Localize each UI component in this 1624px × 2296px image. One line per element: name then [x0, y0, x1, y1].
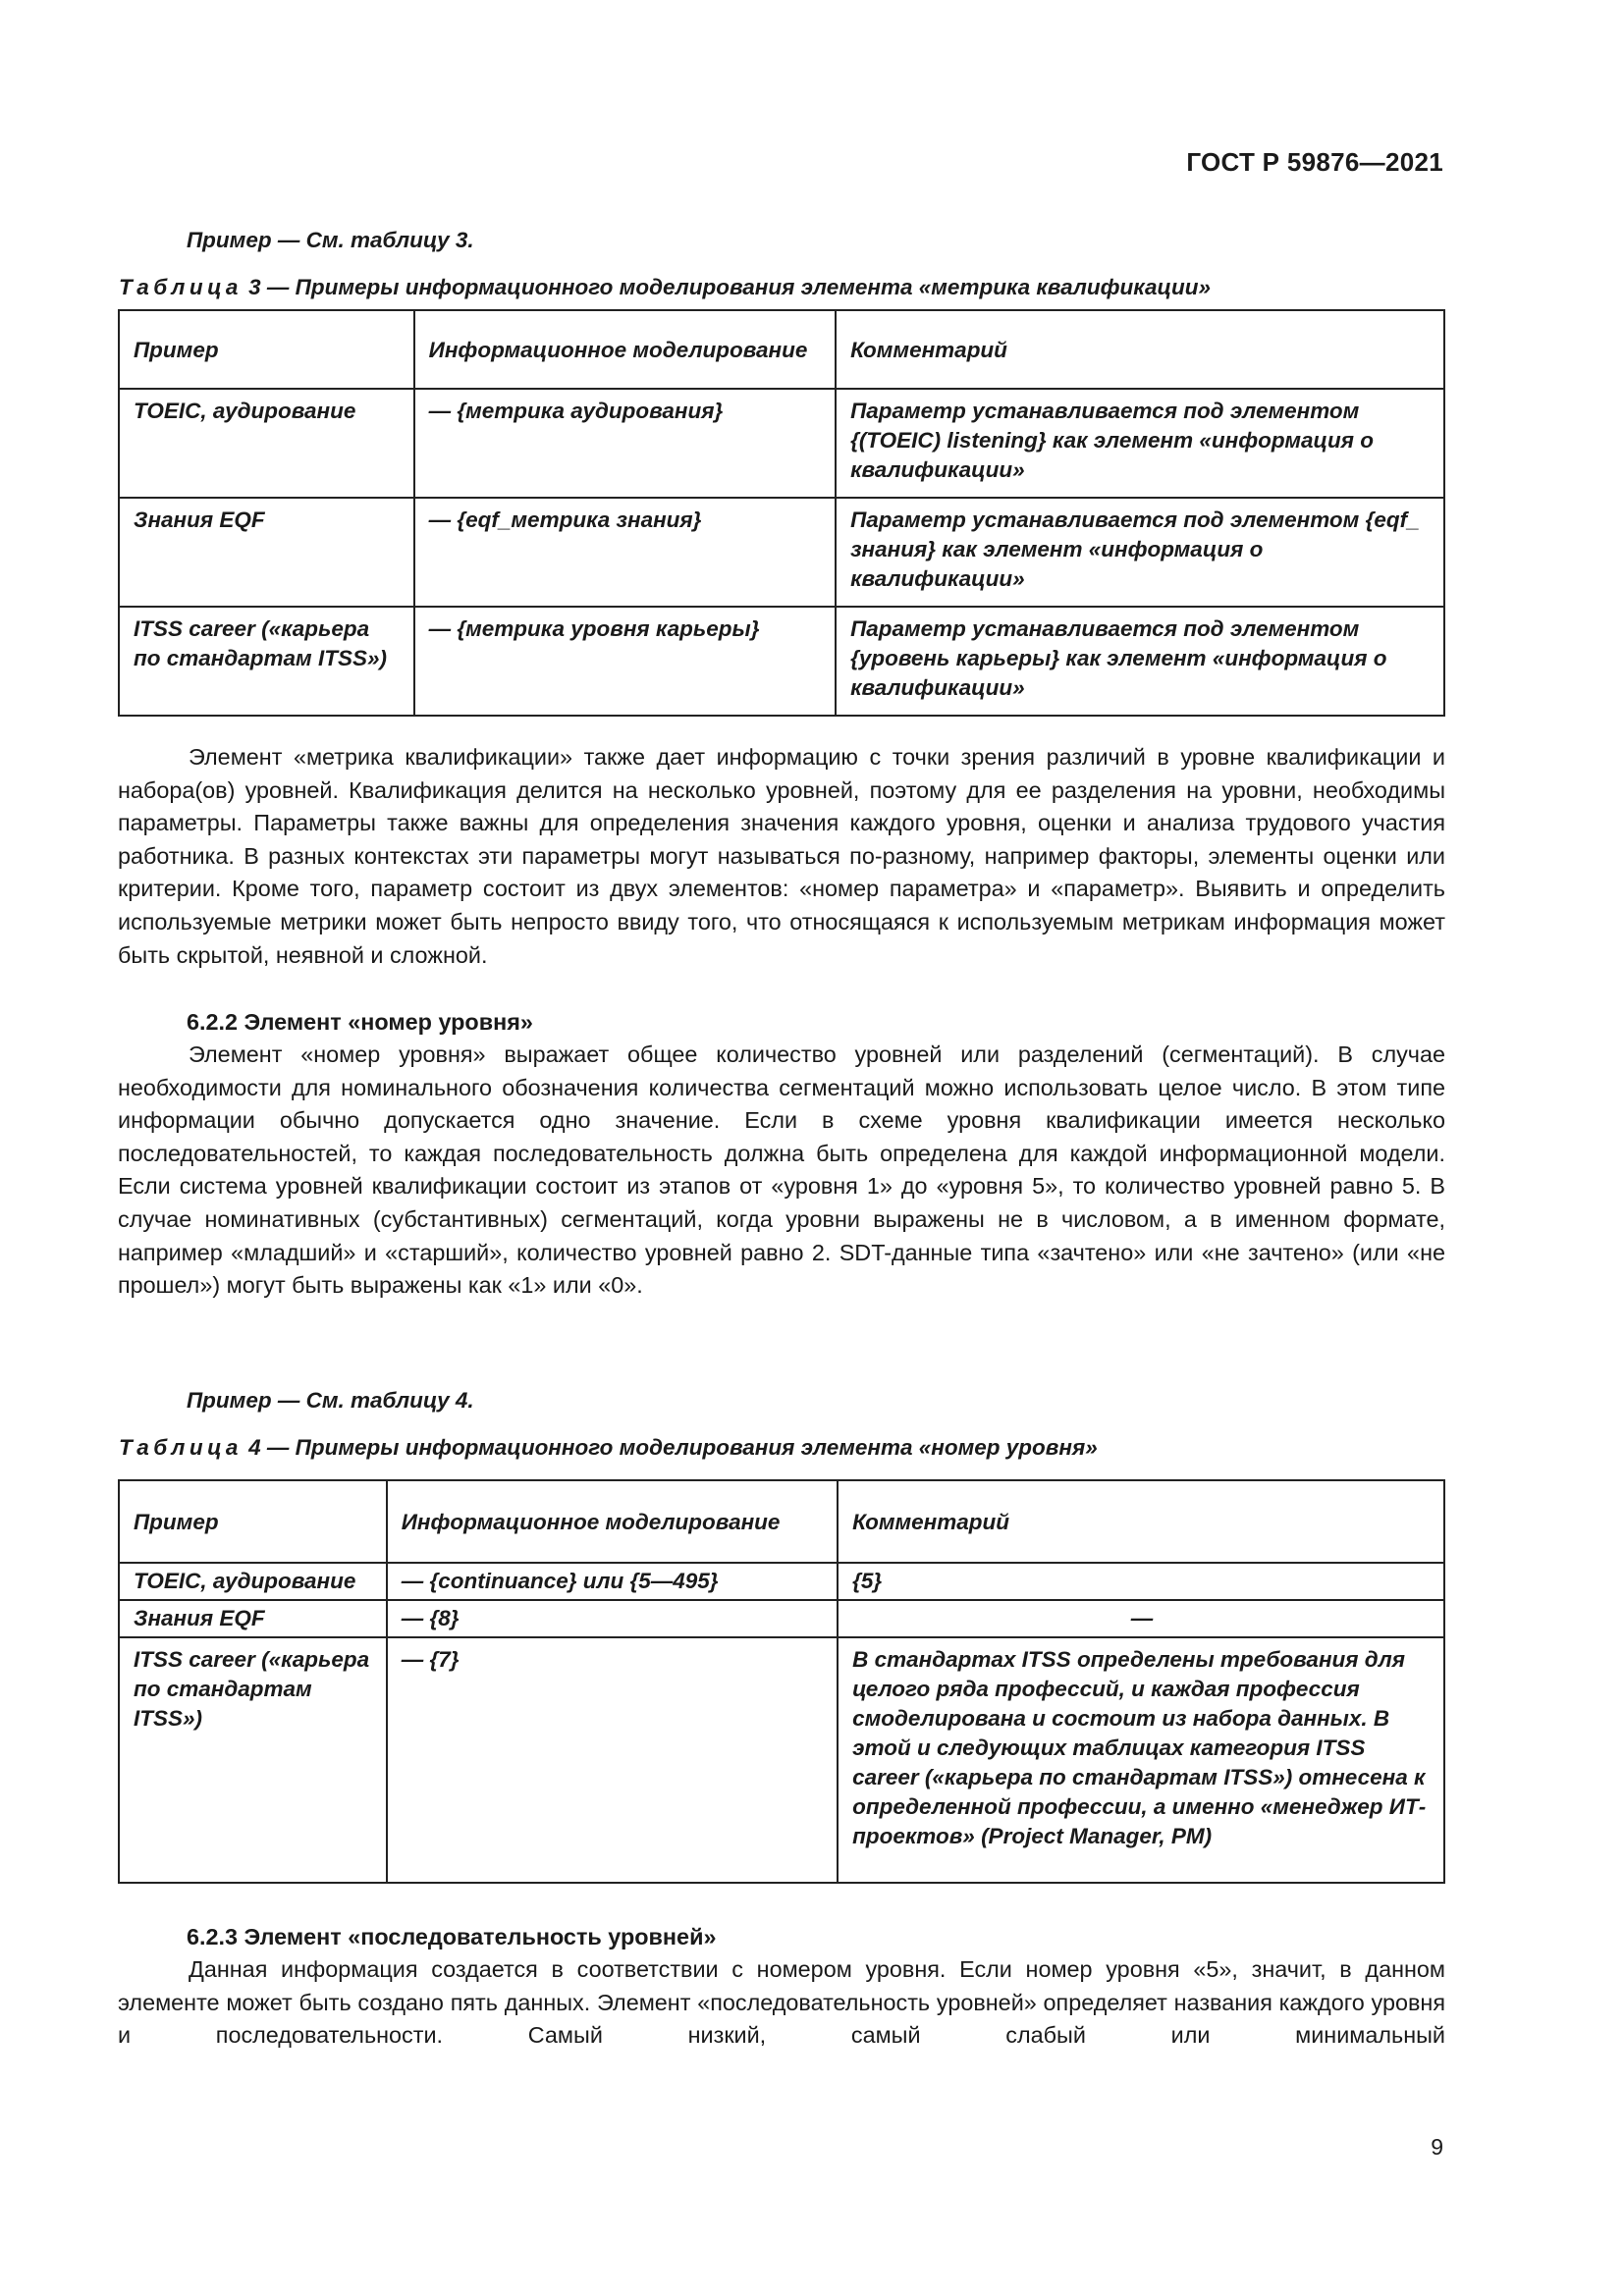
table-row — [119, 1563, 1444, 1600]
table-header-row — [119, 1480, 1444, 1563]
paragraph-level-sequence — [118, 1953, 1445, 2053]
cell-example: ITSS career («карьера по стандартам ITSS») — [119, 1637, 387, 1883]
cell-comment: — — [838, 1600, 1444, 1637]
table-row — [119, 498, 1444, 607]
cell-example: Знания EQF — [119, 498, 414, 607]
example-reference-table3: Пример — См. таблицу 3. — [187, 228, 474, 252]
cell-comment: Параметр устанавливается под элементом {eqf_ знания} как элемент «информация о квалификации» — [836, 498, 1444, 607]
paragraph-level-number — [118, 1039, 1445, 1303]
cell-model: — {8} — [387, 1600, 838, 1637]
table3-caption — [119, 275, 1211, 300]
table4-caption — [119, 1435, 1098, 1461]
table3 — [118, 309, 1445, 717]
standard-header: ГОСТ Р 59876—2021 — [1186, 147, 1443, 177]
table-row — [119, 389, 1444, 498]
header-cell-model: Информационное моделирование — [387, 1480, 838, 1563]
paragraph-text: Данная информация создается в соответствии с номером уровня. Если номер уровня «5», значит, в данном элементе может быть создано пять данных. Элемент «последовательность уровней» определяет названия каждого уровня и последовательности. Самый низкий, самый слабый или минимальный — [118, 1956, 1445, 2049]
table-row — [119, 1600, 1444, 1637]
paragraph-qualification-metric — [118, 741, 1445, 972]
header-cell-example: Пример — [119, 310, 414, 389]
cell-comment: В стандартах ITSS определены требования для целого ряда профессий, и каждая профессия смоделирована и состоит из набора данных. В этой и следующих таблицах категория ITSS career («карьера по стандартам ITSS») отнесена к определенной профессии, а именно «менеджер ИТ-проектов» (Project Manager, PM) — [838, 1637, 1444, 1883]
cell-model: — {метрика уровня карьеры} — [414, 607, 836, 716]
header-cell-comment: Комментарий — [836, 310, 1444, 389]
section-heading-6-2-3: 6.2.3 Элемент «последовательность уровней» — [187, 1924, 717, 1949]
cell-example: TOEIC, аудирование — [119, 1563, 387, 1600]
cell-model: — {7} — [387, 1637, 838, 1883]
section-heading-6-2-2: 6.2.2 Элемент «номер уровня» — [187, 1009, 533, 1035]
table4-caption-word: Таблица — [119, 1435, 243, 1460]
table3-caption-word: Таблица — [119, 275, 243, 299]
cell-example: ITSS career («карьера по стандартам ITSS») — [119, 607, 414, 716]
cell-example: Знания EQF — [119, 1600, 387, 1637]
header-cell-comment: Комментарий — [838, 1480, 1444, 1563]
header-cell-model: Информационное моделирование — [414, 310, 836, 389]
paragraph-text: Элемент «номер уровня» выражает общее количество уровней или разделений (сегментаций). В случае необходимости для номинального обозначения количества сегментаций можно использовать целое число. В этом типе информации обычно допускается одно значение. Если в схеме уровня квалификации имеется несколько последовательностей, то каждая последовательность должна быть определена для каждой информационной модели. Если система уровней квалификации состоит из этапов от «уровня 1» до «уровня 5», то количество уровней равно 5. В случае номинативных (субстантивных) сегментаций, когда уровни выражены не в числовом, а в именном формате, например «младший» и «старший», количество уровней равно 2. SDT-данные типа «зачтено» или «не зачтено» (или «не прошел») могут быть выражены как «1» или «0». — [118, 1041, 1445, 1299]
cell-model: — {eqf_метрика знания} — [414, 498, 836, 607]
cell-model: — {continuance} или {5—495} — [387, 1563, 838, 1600]
example-reference-table4: Пример — См. таблицу 4. — [187, 1388, 474, 1413]
cell-comment: {5} — [838, 1563, 1444, 1600]
table4 — [118, 1479, 1445, 1884]
header-cell-example: Пример — [119, 1480, 387, 1563]
table4-caption-text: 4 — Примеры информационного моделирования элемента «номер уровня» — [242, 1435, 1098, 1460]
paragraph-text: Элемент «метрика квалификации» также дает информацию с точки зрения различий в уровне квалификации и набора(ов) уровней. Квалификация делится на несколько уровней, поэтому для ее разделения на уровни, необходимы параметры. Параметры также важны для определения значения каждого уровня, оценки и анализа трудового участия работника. В разных контекстах эти параметры могут называться по-разному, например факторы, элементы оценки или критерии. Кроме того, параметр состоит из двух элементов: «номер параметра» и «параметр». Выявить и определить используемые метрики может быть непросто ввиду того, что относящаяся к используемым метрикам информация может быть скрытой, неявной и сложной. — [118, 744, 1445, 968]
cell-model: — {метрика аудирования} — [414, 389, 836, 498]
cell-comment: Параметр устанавливается под элементом {уровень карьеры} как элемент «информация о квалификации» — [836, 607, 1444, 716]
page-number: 9 — [1431, 2134, 1443, 2160]
table-header-row — [119, 310, 1444, 389]
table-row — [119, 1637, 1444, 1883]
table-row — [119, 607, 1444, 716]
table3-caption-text: 3 — Примеры информационного моделирования элемента «метрика квалификации» — [242, 275, 1211, 299]
cell-example: TOEIC, аудирование — [119, 389, 414, 498]
cell-comment: Параметр устанавливается под элементом {(TOEIC) listening} как элемент «информация о квалификации» — [836, 389, 1444, 498]
